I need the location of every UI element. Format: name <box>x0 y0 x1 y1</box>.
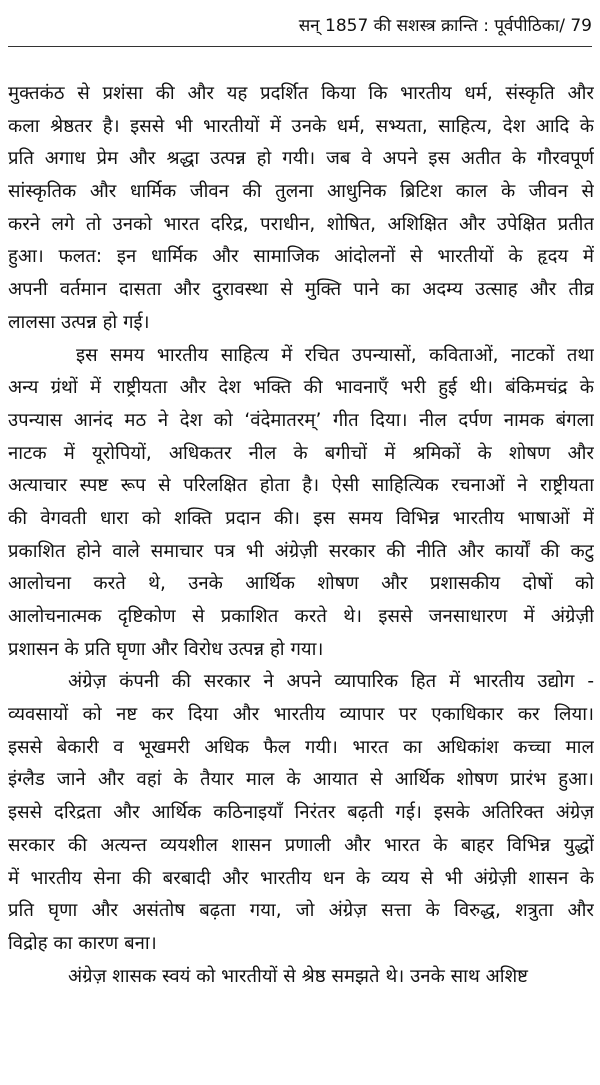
text-line: प्रति घृणा और असंतोष बढ़ता गया, जो अंग्रेज़ सत्ता के विरुद्ध, शत्रुता और <box>8 900 594 922</box>
text-line: लालसा उत्पन्न हो गई। <box>8 311 150 333</box>
paragraph-2 <box>8 340 594 667</box>
text-line: करने लगे तो उनको भारत दरिद्र, पराधीन, शोषित, अशिक्षित और उपेक्षित प्रतीत <box>8 213 594 235</box>
paragraph-3 <box>8 666 594 960</box>
text-line: प्रकाशित होने वाले समाचार पत्र भी अंग्रेज़ी सरकार की नीति और कार्यों की कटु <box>8 540 594 562</box>
running-header: सन् 1857 की सशस्त्र क्रान्ति : पूर्वपीठिका/ 79 <box>298 16 592 36</box>
text-line: में भारतीय सेना की बरबादी और भारतीय धन के व्यय से भी अंग्रेज़ी शासन के <box>8 867 594 889</box>
text-line: इस समय भारतीय साहित्य में रचित उपन्यासों, कविताओं, नाटकों तथा <box>76 344 594 366</box>
text-line: उपन्यास आनंद मठ ने देश को ‘वंदेमातरम्’ गीत दिया। नील दर्पण नामक बंगला <box>8 409 594 431</box>
text-line: व्यवसायों को नष्ट कर दिया और भारतीय व्यापार पर एकाधिकार कर लिया। <box>8 704 594 726</box>
text-line: इससे बेकारी व भूखमरी अधिक फैल गयी। भारत का अधिकांश कच्चा माल <box>8 736 594 758</box>
text-line: प्रति अगाध प्रेम और श्रद्धा उत्पन्न हो गयी। जब वे अपने इस अतीत के गौरवपूर्ण <box>8 148 594 170</box>
text-line: सरकार की अत्यन्त व्ययशील शासन प्रणाली और भारत के बाहर विभिन्न युद्धों <box>8 834 594 856</box>
text-line: आलोचना करते थे, उनके आर्थिक शोषण और प्रशासकीय दोषों को <box>8 573 594 595</box>
text-line: कला श्रेष्ठतर है। इससे भी भारतीयों में उनके धर्म, सभ्यता, साहित्य, देश आदि के <box>8 115 594 137</box>
text-line: नाटक में यूरोपियों, अधिकतर नील के बगीचों में श्रमिकों के शोषण और <box>8 442 594 464</box>
text-line: विद्रोह का कारण बना। <box>8 932 157 954</box>
text-line: सांस्कृतिक और धार्मिक जीवन की तुलना आधुनिक ब्रिटिश काल के जीवन से <box>8 181 594 203</box>
text-line: अपनी वर्तमान दासता और दुरावस्था से मुक्ति पाने का अदम्य उत्साह और तीव्र <box>8 279 594 301</box>
paragraph-1 <box>8 78 594 340</box>
text-line: अत्याचार स्पष्ट रूप से परिलक्षित होता है। ऐसी साहित्यिक रचनाओं ने राष्ट्रीयता <box>8 475 594 497</box>
text-line: अंग्रेज़ शासक स्वयं को भारतीयों से श्रेष्ठ समझते थे। उनके साथ अशिष्ट <box>68 965 528 987</box>
text-line: मुक्तकंठ से प्रशंसा की और यह प्रदर्शित किया कि भारतीय धर्म, संस्कृति और <box>8 83 594 104</box>
text-line: की वेगवती धारा को शक्ति प्रदान की। इस समय विभिन्न भारतीय भाषाओं में <box>8 507 594 529</box>
text-line: प्रशासन के प्रति घृणा और विरोध उत्पन्न हो गया। <box>8 638 324 660</box>
paragraph-4 <box>8 961 594 994</box>
text-line: इंग्लैड जाने और वहां के तैयार माल के आयात से आर्थिक शोषण प्रारंभ हुआ। <box>8 769 594 791</box>
text-line: इससे दरिद्रता और आर्थिक कठिनाइयाँ निरंतर बढ़ती गई। इसके अतिरिक्त अंग्रेज़ <box>8 802 594 824</box>
text-line: आलोचनात्मक दृष्टिकोण से प्रकाशित करते थे। इससे जनसाधारण में अंग्रेज़ी <box>8 606 594 627</box>
text-line: अन्य ग्रंथों में राष्ट्रीयता और देश भक्ति की भावनाएँ भरी हुई थी। बंकिमचंद्र के <box>8 377 594 399</box>
body-text <box>8 78 594 993</box>
text-line: अंग्रेज़ कंपनी की सरकार ने अपने व्यापारिक हित में भारतीय उद्योग - <box>68 671 594 693</box>
header-rule <box>8 46 592 47</box>
text-line: हुआ। फलत: इन धार्मिक और सामाजिक आंदोलनों से भारतीयों के हृदय में <box>8 246 594 268</box>
